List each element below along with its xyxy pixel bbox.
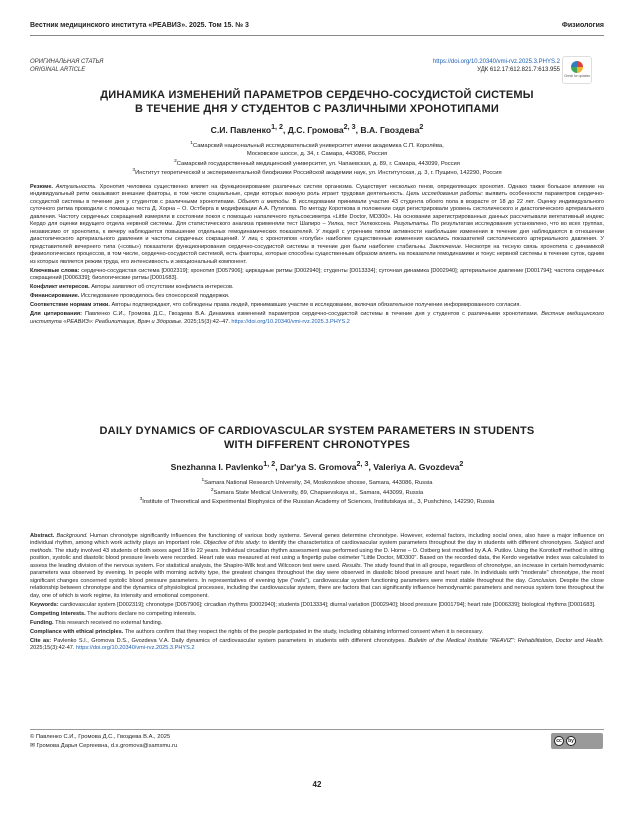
aff-text: Самарский государственный медицинский университет, ул. Чапаевская, д. 89, г. Самара, 443099, Россия bbox=[176, 160, 460, 167]
udc-code: УДК 612.17:612.821.7:613.955 bbox=[477, 67, 560, 74]
affiliations-en bbox=[30, 478, 604, 507]
aff-text: Samara State Medical University, 89, Chapaevskaya st., Samara, 443099, Russia bbox=[213, 489, 424, 496]
conflict-text: Авторы заявляют об отсутствии конфликта интересов. bbox=[89, 284, 234, 291]
funding-ru bbox=[30, 293, 604, 300]
cite-text: Павленко С.И., Громова Д.С., Гвоздева В.А. Динамика изменений параметров сердечно-сосудистой системы в течение дня у студентов с различными хронотипами. bbox=[82, 311, 542, 318]
keywords-text: cardiovascular system [D002319]; chronotype [D057906]; circadian rhythms [D002940]; students [D013334]; diurnal variation [D002940]; blood pressure [D001794]; heart rate [D006339]; biological rhythms [D001683]. bbox=[58, 601, 596, 608]
ethics-text: The authors confirm that they respect the rights of the people participated in the study, including obtaining informed consent when it is necessary. bbox=[123, 628, 484, 635]
aff-num: 2 bbox=[210, 487, 214, 493]
affiliation-3 bbox=[30, 168, 604, 178]
abstract-section-label: Результаты. bbox=[393, 221, 430, 228]
aff-num: 3 bbox=[139, 497, 143, 503]
cite-label: Cite as: bbox=[30, 637, 52, 644]
ethics-ru bbox=[30, 302, 604, 309]
abstract-text: Хронотип человека существенно влияет на функционирование различных систем организма. Существует несколько генов, определяющих хронотип. Однако также большое влияние на индивидуальный ритм оказывают внешние факторы, в том числе социальные, среди которых важную роль играет трудовая деятельность. bbox=[30, 184, 604, 198]
cite-ru bbox=[30, 311, 604, 326]
aff-num: 1 bbox=[190, 141, 193, 146]
aff-text: Samara National Research University, 34, Moskovskoe shosse, Samara, 443086, Russia bbox=[204, 479, 433, 486]
abstract-text: The study found that in all groups, regardless of chronotype, an increase in certain hemodynamic parameters was observed by evening. In people with morning activity type, the greatest changes throughout the day were observed in diastolic blood pressure and heart rate. In individuals with "moderate" chronotype, the most significant changes concerned systolic blood pressure parameters. In representatives of evening type ("owls"), cardiovascular system functioning parameters were most stable throughout the day. bbox=[30, 562, 605, 584]
abstract-text: выявить особенности параметров сердечно-сосудистой системы в течение дня у студентов с различными хронотипами. bbox=[30, 191, 604, 205]
affiliation-2 bbox=[30, 159, 604, 169]
affiliation-1 bbox=[30, 141, 604, 151]
header-divider bbox=[30, 35, 604, 36]
abstract-section-label: Conclusion. bbox=[528, 577, 558, 584]
title-en-line2: WITH DIFFERENT CHRONOTYPES bbox=[223, 439, 411, 452]
author-1-sup: 1, 2 bbox=[271, 123, 284, 131]
cite-label: Для цитирования: bbox=[30, 311, 83, 318]
author-1-sup: 1, 2 bbox=[263, 460, 276, 468]
funding-label: Финансирование. bbox=[30, 293, 80, 300]
abstract-text: В исследовании принимали участие 43 студента обоего пола в возрасте от 18 до 22 лет. Оценку индивидуального суточного ритма проводили с помощью теста Д. Хорна – О. Остберга в модификации А.А. Путилова. По методу Короткова в положении сидя регистрировали уровень систолического и диастолического артериального давления. Частоту сердечных сокращений измеряли в состоянии покоя с помощью напалечного пульсоксиметра «Little Doctor, MD300». На основании зарегистрированных данных рассчитывали вегетативный индекс Кердо для оценки ведущего отдела нервной системы. Для статистического анализа применяли тест Шапиро – Уилка, тест Уилкоксона. bbox=[30, 198, 604, 228]
title-ru-line1: ДИНАМИКА ИЗМЕНЕНИЙ ПАРАМЕТРОВ СЕРДЕЧНО-СОСУДИСТОЙ СИСТЕМЫ bbox=[100, 89, 534, 101]
author-2-sup: 2, 3 bbox=[343, 123, 356, 131]
abstract-section-label: Цель исследования работы: bbox=[406, 191, 484, 198]
abstract-text: Human chronotype significantly influences the functioning of various body systems. Several genes determine chronotype. However, external factors, including social ones, also have a major influence on individual rhythm, among which work activity plays an important role. bbox=[30, 533, 605, 547]
abstract-section-label: Заключение. bbox=[429, 243, 463, 250]
keywords-label: Keywords: bbox=[30, 601, 59, 608]
abstract-label: Abstract. bbox=[30, 533, 55, 539]
author-1: С.И. Павленко bbox=[210, 124, 272, 135]
abstract-section-label: Background. bbox=[56, 533, 88, 539]
author-2: , Д.С. Громова bbox=[283, 124, 344, 135]
abstract-ru bbox=[30, 184, 604, 266]
by-icon: by bbox=[566, 736, 576, 746]
footer-copyright bbox=[30, 733, 177, 750]
copyright-text: © Павленко С.И., Громова Д.С., Гвоздева В.А., 2025 bbox=[30, 734, 171, 740]
funding-label: Funding. bbox=[30, 619, 54, 626]
check-updates-label: Check for updates bbox=[564, 74, 590, 79]
conflict-text: The authors declare no competing interests. bbox=[85, 610, 197, 617]
abstract-section-label: Объект и методы. bbox=[237, 198, 291, 205]
funding-text: This research received no external funding. bbox=[53, 619, 163, 626]
affiliations-ru bbox=[30, 141, 604, 178]
ethics-label: Соответствие нормам этики. bbox=[30, 302, 110, 309]
cc-icon: cc bbox=[554, 736, 564, 746]
journal-title: Вестник медицинского института «РЕАВИЗ». 2025. Том 15. № 3 bbox=[30, 22, 249, 30]
keywords-text: сердечно-сосудистая система [D002319]; хронотип [D057906]; циркадные ритмы [D002940]; студенты [D013334]; суточная динамика [D002940]; артериальное давление [D001794]; частота сердечных сокращений [D006339]; биологические ритмы [D001683]. bbox=[30, 267, 604, 282]
funding-en bbox=[30, 620, 604, 627]
correspondence bbox=[30, 742, 177, 751]
journal-header bbox=[30, 20, 604, 32]
cite-en bbox=[30, 638, 604, 653]
cite-tail: 2025;15(3):42–47. bbox=[182, 318, 232, 325]
affiliation-2 bbox=[30, 488, 604, 498]
keywords-label: Ключевые слова: bbox=[30, 267, 80, 274]
affiliation-1b: Московское шоссе, д. 34, г. Самара, 443086, Россия bbox=[246, 150, 388, 157]
affiliation-1 bbox=[30, 478, 604, 488]
title-ru-line2: В ТЕЧЕНИЕ ДНЯ У СТУДЕНТОВ С РАЗЛИЧНЫМИ ХРОНОТИПАМИ bbox=[134, 103, 500, 116]
abstract-text: to identify the characteristics of cardiovascular system parameters throughout the day in students with different chronotypes. bbox=[260, 540, 575, 547]
cite-text: Pavlenko S.I., Gromova D.S., Gvozdeva V.A. Daily dynamics of cardiovascular system parameters in students with different chronotypes. bbox=[51, 637, 409, 644]
cite-tail: 2025;15(3):42-47. bbox=[30, 645, 77, 652]
cite-journal: Вестник медицинского института «РЕАВИЗ»: Реабилитация, Врач и Здоровье. bbox=[30, 311, 604, 325]
crossmark-icon bbox=[571, 61, 583, 73]
author-2-sup: 2, 3 bbox=[356, 460, 369, 468]
affiliation-3 bbox=[30, 497, 604, 507]
aff-num: 2 bbox=[174, 158, 177, 164]
abstract-text: Несмотря на тесную связь хронотипа с динамикой физиологических процессов, в том числе, сердечно-сосудистой системой, есть факторы, которые способны существенным образом влиять на показатели гемодинамики и тонус нервной системы в течение суток, одним из которых является режим труда, его интенсивность и эмоциональный компонент. bbox=[30, 243, 604, 265]
abstract-block-en bbox=[30, 533, 604, 654]
ethics-text: Авторы подтверждают, что соблюдены права людей, принимавших участие в исследовании, включая обязательное получение информированного согласия. bbox=[109, 302, 521, 309]
doi-udc bbox=[433, 58, 560, 74]
aff-text: Институт теоретической и экспериментальной биофизики Российской академии наук, ул. Институтская, д. 3, г. Пущино, 142290, Россия bbox=[135, 170, 502, 177]
article-type-ru: ОРИГИНАЛЬНАЯ СТАТЬЯ bbox=[30, 59, 104, 65]
aff-num: 1 bbox=[201, 478, 205, 483]
ethics-en bbox=[30, 629, 604, 636]
aff-num: 3 bbox=[132, 168, 136, 174]
title-en-line1: DAILY DYNAMICS OF CARDIOVASCULAR SYSTEM PARAMETERS IN STUDENTS bbox=[99, 425, 535, 437]
author-1: Snezhanna I. Pavlenko bbox=[170, 461, 264, 472]
title-ru bbox=[40, 88, 594, 117]
correspondence-text[interactable]: Громова Дарья Сергеевна, d.s.gromova@samsmu.ru bbox=[36, 742, 178, 749]
envelope-icon: ✉ bbox=[30, 742, 37, 749]
author-3-sup: 2 bbox=[459, 460, 464, 468]
cite-doi-link[interactable]: https://doi.org/10.20340/vmi-rvz.2025.3.PHYS.2 bbox=[76, 645, 195, 652]
aff-text: Самарский национальный исследовательский университет имени академика С.П. Королёва, bbox=[192, 142, 444, 149]
section-name: Физиология bbox=[561, 22, 604, 30]
abstract-section-label: Актуальность. bbox=[55, 184, 97, 190]
article-meta bbox=[30, 58, 560, 74]
cite-doi-link[interactable]: https://doi.org/10.20340/vmi-rvz.2025.3.PHYS.2 bbox=[231, 318, 350, 325]
conflict-label: Конфликт интересов. bbox=[30, 284, 90, 291]
abstract-section-label: Results. bbox=[341, 562, 363, 569]
abstract-block-ru bbox=[30, 184, 604, 328]
title-en bbox=[40, 424, 594, 453]
keywords-en bbox=[30, 602, 604, 609]
check-for-updates-badge[interactable] bbox=[562, 56, 592, 84]
abstract-section-label: Objective of this study: bbox=[203, 540, 261, 547]
doi-link[interactable]: https://doi.org/10.20340/vmi-rvz.2025.3.PHYS.2 bbox=[432, 59, 560, 65]
cc-by-license-badge[interactable] bbox=[551, 733, 603, 749]
author-3: , Valeriya A. Gvozdeva bbox=[368, 461, 460, 472]
funding-text: Исследование проводилось без спонсорской поддержки. bbox=[79, 293, 230, 300]
authors-en bbox=[30, 460, 604, 473]
abstract-text: Despite the close relationship between chronotype and the dynamics of physiological processes, including the cardiovascular system, there are factors that can significantly influence hemodynamic parameters and nervous system tone throughout the day, one of which is work regime, its intensity and emotional component. bbox=[30, 577, 604, 599]
ethics-label: Compliance with ethical principles. bbox=[30, 628, 124, 635]
author-2: , Dar'ya S. Gromova bbox=[275, 461, 357, 472]
abstract-section-label: Subject and methods. bbox=[30, 540, 604, 554]
author-3: , В.А. Гвоздева bbox=[355, 124, 420, 135]
keywords-ru bbox=[30, 268, 604, 283]
conflict-ru bbox=[30, 284, 604, 291]
abstract-en bbox=[30, 533, 604, 600]
aff-text: Institute of Theoretical and Experimental Biophysics of the Russian Academy of Sciences, Institutskaya st., 3, Pushchino, 142290, Russia bbox=[142, 499, 495, 506]
conflict-label: Competing interests. bbox=[30, 610, 86, 617]
conflict-en bbox=[30, 611, 604, 618]
article-type-en: ORIGINAL ARTICLE bbox=[30, 67, 86, 74]
footer-divider bbox=[30, 729, 604, 730]
cite-journal: Bulletin of the Medical Institute "REAVIZ": Rehabilitation, Doctor and Health. bbox=[408, 637, 604, 644]
authors-ru bbox=[30, 123, 604, 136]
abstract-text: The study involved 43 students of both sexes aged 18 to 22 years. Individual circadian rhythm assessment was performed using the D. Horne – O. Ostberg test modified by A.A. Putilov. Using the Korotkoff method in sitting position, systolic and diastolic blood pressure levels were recorded. Heart rate was measured at rest using a fingertip pulse oximeter "Little Doctor, MD300". Based on the recorded data, the Kerdo vegetative index was calculated to assess the leading division of the nervous system. For statistical analysis, the Shapiro-Wilk test and Wilcoxon test were used. bbox=[30, 547, 604, 569]
author-3-sup: 2 bbox=[419, 123, 424, 131]
abstract-text: По результатам исследования установлено, что во всех группах, независимо от хронотипа, к вечеру наблюдается повышение отдельных гемодинамических показателей. У людей с утренним типом активности наибольшие изменения в течение дня наблюдаются в отношении диастолического артериального давления и частоты сердечных сокращений. У лиц с хронотипом «голуби» наиболее существенные изменения касались показателей систолического артериального давления. У представителей вечернего типа («совы») показатели функционирования сердечно-сосудистой системы в течение дня были наиболее стабильны. bbox=[30, 221, 604, 250]
page-number: 42 bbox=[312, 780, 322, 789]
abstract-label: Резюме. bbox=[30, 184, 53, 190]
